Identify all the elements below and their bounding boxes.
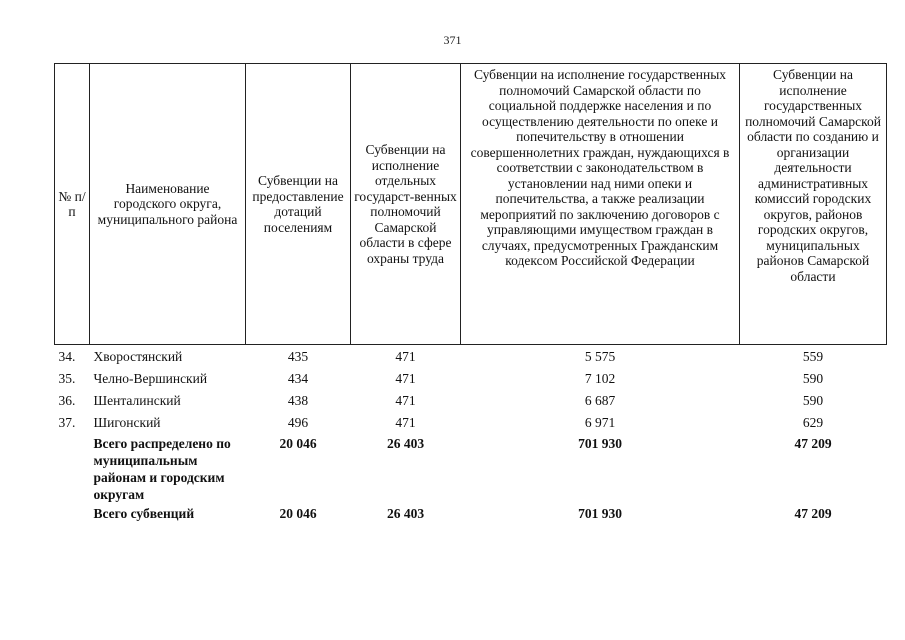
row-value-4: 559 [802,348,824,364]
total-distributed-value-3: 701 930 [578,436,622,451]
row-value-2: 471 [395,348,416,364]
row-name: Челно-Вершинский [93,370,208,386]
total-subventions-row [55,503,887,531]
row-value-4: 590 [802,392,824,408]
header-administrative-commissions: Субвенции на исполнение государственных полномочий Самарской области по созданию и организации деятельности административных комиссий городских округов, районов городских округов, муниципальных районов Самарской области [740,64,887,345]
row-value-2: 471 [395,414,416,430]
page-number: 371 [443,33,462,47]
total-subventions-value-1: 20 046 [279,506,317,521]
row-number: 36. [58,392,76,408]
row-value-3: 6 971 [584,414,616,430]
row-value-1: 438 [287,392,309,408]
row-value-3: 5 575 [584,348,616,364]
row-value-1: 434 [287,370,309,386]
row-number: 34. [58,348,76,364]
table-row [55,345,887,368]
total-distributed-row [55,433,887,503]
row-value-2: 471 [395,392,416,408]
row-number [55,503,90,531]
total-distributed-label: Всего распределено по муниципальным районам и городским округам [93,436,231,502]
row-number: 37. [58,414,76,430]
row-number [55,433,90,503]
header-subsidies-settlements: Субвенции на предоставление дотаций поселениям [246,64,351,345]
row-value-3: 7 102 [584,370,616,386]
total-distributed-value-4: 47 209 [794,436,832,451]
total-subventions-label: Всего субвенций [93,506,195,521]
table-row [55,389,887,411]
row-value-1: 435 [287,348,309,364]
header-labor-protection: Субвенции на исполнение отдельных государст-венных полномочий Самарской области в сфере охраны труда [351,64,461,345]
total-subventions-value-3: 701 930 [578,506,622,521]
row-name: Хворостянский [93,348,183,364]
row-number: 35. [58,370,76,386]
total-distributed-value-1: 20 046 [279,436,317,451]
table-row [55,411,887,433]
header-social-support-guardianship: Субвенции на исполнение государственных полномочий Самарской области по социальной поддержке населения и по осуществлению деятельности по опеке и попечительству в отношении совершеннолетних граждан, нуждающихся в соответствии с законодательством в установлении над ними опеки и попечительства, а также реализации мероприятий по заключению договоров с управляющими имуществом граждан в случаях, предусмотренных Гражданским кодексом Российской Федерации [461,64,740,345]
total-subventions-value-2: 26 403 [386,506,425,521]
total-distributed-value-2: 26 403 [386,436,425,451]
row-value-4: 590 [802,370,824,386]
subventions-table [54,63,887,531]
header-number: № п/п [55,64,90,345]
row-value-2: 471 [395,370,416,386]
row-value-1: 496 [287,414,309,430]
total-subventions-value-4: 47 209 [794,506,832,521]
table-row [55,367,887,389]
header-name: Наименование городского округа, муниципального района [90,64,246,345]
row-name: Шигонский [93,414,161,430]
table-header-row [55,64,887,345]
row-value-4: 629 [802,414,824,430]
row-value-3: 6 687 [584,392,616,408]
row-name: Шенталинский [93,392,181,408]
